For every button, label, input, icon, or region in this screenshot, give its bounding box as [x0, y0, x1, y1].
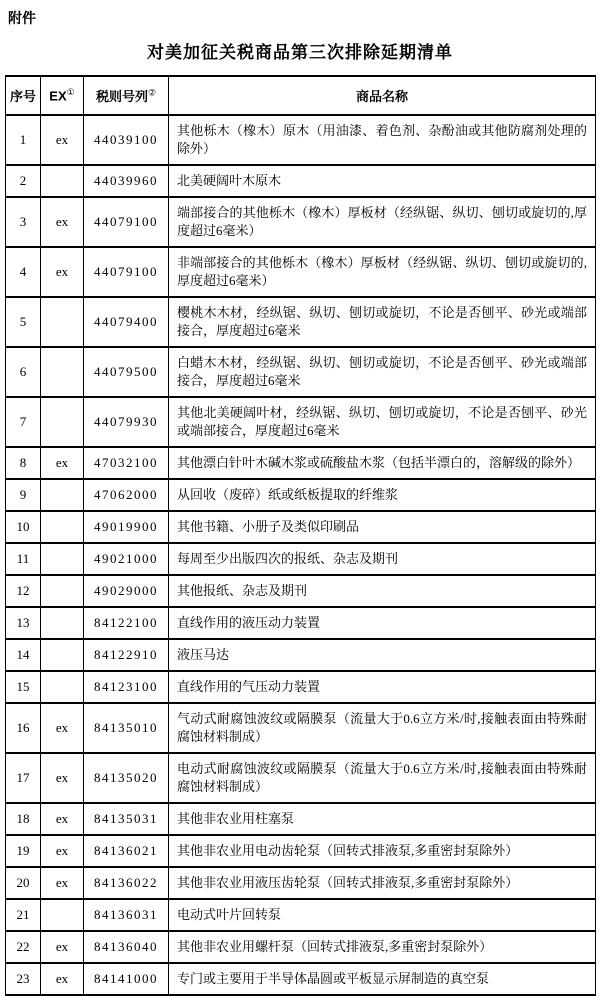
cell-name: 其他漂白针叶木碱木浆或硫酸盐木浆（包括半漂白的，溶解级的除外） [169, 447, 596, 479]
cell-no: 8 [6, 447, 41, 479]
column-header [84, 76, 169, 115]
cell-code: 44079100 [84, 197, 169, 247]
cell-ex: ex [41, 963, 84, 995]
cell-code: 47062000 [84, 479, 169, 511]
cell-name: 其他非农业用液压齿轮泵（回转式排液泵,多重密封泵除外） [169, 867, 596, 899]
cell-code: 49021000 [84, 543, 169, 575]
cell-ex [41, 671, 84, 703]
cell-no: 6 [6, 347, 41, 397]
table-row [6, 931, 596, 963]
column-header-footnote-marker: ① [66, 87, 75, 98]
cell-no: 19 [6, 835, 41, 867]
column-header-label: 税则号列 [95, 89, 148, 104]
cell-ex: ex [41, 803, 84, 835]
cell-code: 84135031 [84, 803, 169, 835]
cell-name: 北美硬阔叶木原木 [169, 165, 596, 197]
cell-name: 专门或主要用于半导体晶圆或平板显示屏制造的真空泵 [169, 963, 596, 995]
cell-code: 84135020 [84, 753, 169, 803]
cell-no: 4 [6, 247, 41, 297]
table-row [6, 165, 596, 197]
table-row [6, 899, 596, 931]
table-row [6, 247, 596, 297]
cell-name: 非端部接合的其他栎木（橡木）厚板材（经纵锯、纵切、刨切或旋切的,厚度超过6毫米） [169, 247, 596, 297]
cell-no: 18 [6, 803, 41, 835]
cell-code: 84136031 [84, 899, 169, 931]
cell-name: 从回收（废碎）纸或纸板提取的纤维浆 [169, 479, 596, 511]
cell-code: 84135010 [84, 703, 169, 753]
table-row [6, 753, 596, 803]
cell-ex [41, 297, 84, 347]
column-header [6, 76, 41, 115]
cell-ex [41, 479, 84, 511]
cell-no: 16 [6, 703, 41, 753]
cell-no: 7 [6, 397, 41, 447]
cell-no: 20 [6, 867, 41, 899]
cell-no: 23 [6, 963, 41, 995]
table-row [6, 963, 596, 995]
cell-no: 14 [6, 639, 41, 671]
cell-no: 5 [6, 297, 41, 347]
table-row [6, 115, 596, 165]
table-row [6, 803, 596, 835]
cell-name: 其他书籍、小册子及类似印刷品 [169, 511, 596, 543]
cell-ex [41, 607, 84, 639]
table-row [6, 397, 596, 447]
cell-code: 49029000 [84, 575, 169, 607]
column-header-label: 序号 [9, 89, 36, 104]
table-row [6, 575, 596, 607]
cell-code: 84122100 [84, 607, 169, 639]
cell-name: 电动式耐腐蚀波纹或隔膜泵（流量大于0.6立方米/时,接触表面由特殊耐腐蚀材料制成） [169, 753, 596, 803]
cell-name: 其他北美硬阔叶材，经纵锯、纵切、刨切或旋切，不论是否刨平、砂光或端部接合，厚度超过6毫米 [169, 397, 596, 447]
table-row [6, 543, 596, 575]
cell-no: 21 [6, 899, 41, 931]
table-row [6, 835, 596, 867]
table-row [6, 297, 596, 347]
cell-name: 其他非农业用柱塞泵 [169, 803, 596, 835]
cell-name: 其他非农业用电动齿轮泵（回转式排液泵,多重密封泵除外） [169, 835, 596, 867]
cell-ex: ex [41, 197, 84, 247]
cell-ex [41, 165, 84, 197]
cell-name: 其他非农业用螺杆泵（回转式排液泵,多重密封泵除外） [169, 931, 596, 963]
cell-no: 15 [6, 671, 41, 703]
cell-code: 44039960 [84, 165, 169, 197]
cell-code: 84136021 [84, 835, 169, 867]
cell-ex: ex [41, 753, 84, 803]
table-row [6, 479, 596, 511]
table-row [6, 639, 596, 671]
cell-code: 44079500 [84, 347, 169, 397]
cell-name: 直线作用的气压动力装置 [169, 671, 596, 703]
cell-no: 10 [6, 511, 41, 543]
cell-code: 47032100 [84, 447, 169, 479]
cell-name: 液压马达 [169, 639, 596, 671]
table-row [6, 511, 596, 543]
cell-ex: ex [41, 247, 84, 297]
cell-name: 白蜡木木材，经纵锯、纵切、刨切或旋切，不论是否刨平、砂光或端部接合，厚度超过6毫米 [169, 347, 596, 397]
column-header-label: 商品名称 [355, 89, 408, 104]
cell-ex: ex [41, 703, 84, 753]
cell-no: 9 [6, 479, 41, 511]
cell-code: 49019900 [84, 511, 169, 543]
cell-name: 其他报纸、杂志及期刊 [169, 575, 596, 607]
cell-name: 每周至少出版四次的报纸、杂志及期刊 [169, 543, 596, 575]
cell-no: 3 [6, 197, 41, 247]
cell-name: 气动式耐腐蚀波纹或隔膜泵（流量大于0.6立方米/时,接触表面由特殊耐腐蚀材料制成） [169, 703, 596, 753]
cell-code: 44079100 [84, 247, 169, 297]
column-header [41, 76, 84, 115]
table-row [6, 447, 596, 479]
cell-name: 端部接合的其他栎木（橡木）厚板材（经纵锯、纵切、刨切或旋切的,厚度超过6毫米） [169, 197, 596, 247]
cell-ex: ex [41, 867, 84, 899]
cell-code: 84122910 [84, 639, 169, 671]
table-header-row [6, 76, 596, 115]
cell-ex: ex [41, 931, 84, 963]
table-row [6, 703, 596, 753]
table-row [6, 347, 596, 397]
page-title: 对美加征关税商品第三次排除延期清单 [147, 43, 453, 62]
cell-ex [41, 899, 84, 931]
cell-code: 44079400 [84, 297, 169, 347]
cell-no: 13 [6, 607, 41, 639]
tariff-exclusion-table [5, 75, 596, 996]
cell-ex [41, 639, 84, 671]
cell-code: 84136040 [84, 931, 169, 963]
column-header [169, 76, 596, 115]
cell-name: 直线作用的液压动力装置 [169, 607, 596, 639]
column-header-footnote-marker: ② [147, 87, 157, 98]
cell-code: 44079930 [84, 397, 169, 447]
cell-name: 其他栎木（橡木）原木（用油漆、着色剂、杂酚油或其他防腐剂处理的除外） [169, 115, 596, 165]
cell-ex: ex [41, 447, 84, 479]
column-header-label: EX [49, 88, 67, 104]
cell-code: 44039100 [84, 115, 169, 165]
cell-ex [41, 397, 84, 447]
cell-no: 1 [6, 115, 41, 165]
cell-ex: ex [41, 115, 84, 165]
cell-ex [41, 543, 84, 575]
cell-no: 17 [6, 753, 41, 803]
table-row [6, 607, 596, 639]
cell-no: 11 [6, 543, 41, 575]
cell-name: 电动式叶片回转泵 [169, 899, 596, 931]
cell-ex [41, 511, 84, 543]
cell-ex [41, 575, 84, 607]
attachment-label: 附件 [8, 10, 36, 26]
cell-name: 樱桃木木材，经纵锯、纵切、刨切或旋切，不论是否刨平、砂光或端部接合，厚度超过6毫米 [169, 297, 596, 347]
cell-code: 84123100 [84, 671, 169, 703]
cell-no: 2 [6, 165, 41, 197]
cell-ex [41, 347, 84, 397]
cell-ex: ex [41, 835, 84, 867]
table-body [6, 115, 596, 995]
cell-code: 84141000 [84, 963, 169, 995]
table-row [6, 197, 596, 247]
cell-no: 22 [6, 931, 41, 963]
cell-code: 84136022 [84, 867, 169, 899]
table-row [6, 867, 596, 899]
table-row [6, 671, 596, 703]
cell-no: 12 [6, 575, 41, 607]
